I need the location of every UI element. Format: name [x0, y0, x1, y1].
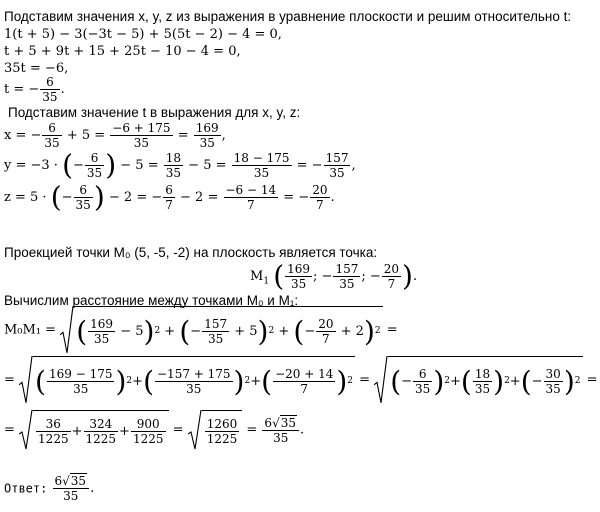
equation-4-left: t = −	[4, 82, 40, 97]
distance-line-2: = ( 169 − 175 35 ) 2 + ( −157 + 175 35 ) 2 + ( −20 + 14 7 ) 2 = ( − 6 35 ) 2 + ( 18 35 ) 2 + ( − 30 35 ) 2 =	[4, 356, 598, 404]
substitute-text: Подставим значение t в выражения для x, y, z:	[8, 105, 301, 120]
equation-3: 35t = −6,	[4, 61, 69, 76]
equation-4: t = − $\frac{6}{35}$ .	[4, 75, 65, 104]
answer: Ответ: $\frac{6√35}{35}$ .	[4, 474, 95, 503]
equation-2: t + 5 + 9t + 15 + 25t − 10 − 4 = 0,	[4, 44, 241, 59]
t-fraction: $\frac{6}{35}$	[42, 75, 58, 104]
projection-text: Проекцией точки M₀ (5, -5, -2) на плоскость является точка:	[4, 245, 378, 260]
distance-line-3: = 36 1225 + 324 1225 + 900 1225 = 1260 1225 = $\frac{6√35}{35}$ .	[4, 410, 304, 450]
distance-text: Вычислим расстояние между точками M₀ и M₁:	[4, 293, 299, 308]
point-m1: $M_1$ ( $\frac{169}{35}$ ; − $\frac{157}{35}$ ; − $\frac{20}{7}$ ).	[250, 259, 418, 293]
x-equation: x = − $\frac{6}{35}$ + 5 = $\frac{-6 + 175}{35}$ = $\frac{169}{35}$ ,	[4, 121, 226, 150]
y-equation: y = −3 · (− $\frac{6}{35}$ ) − 5 = $\frac{18}{35}$ − 5 = $\frac{18 - 175}{35}$ = − $\frac{157}{35}$ ,	[4, 148, 356, 182]
equation-1: 1(t + 5) − 3(−3t − 5) + 5(5t − 2) − 4 = 0,	[4, 27, 282, 42]
distance-line-1: M₀M₁ = ( 169 35 − 5 ) 2 + ( − 157 35 + 5 ) 2 + ( − 20 7 + 2 ) 2 =	[4, 306, 398, 354]
z-equation: z = 5 · (− $\frac{6}{35}$ ) − 2 = − $\frac{6}{7}$ − 2 = $\frac{-6 - 14}{7}$ = − $\frac{20}{7}$ .	[4, 180, 335, 214]
intro-text: Подставим значения x, y, z из выражения в уравнение плоскости и решим относительно t:	[4, 9, 572, 24]
